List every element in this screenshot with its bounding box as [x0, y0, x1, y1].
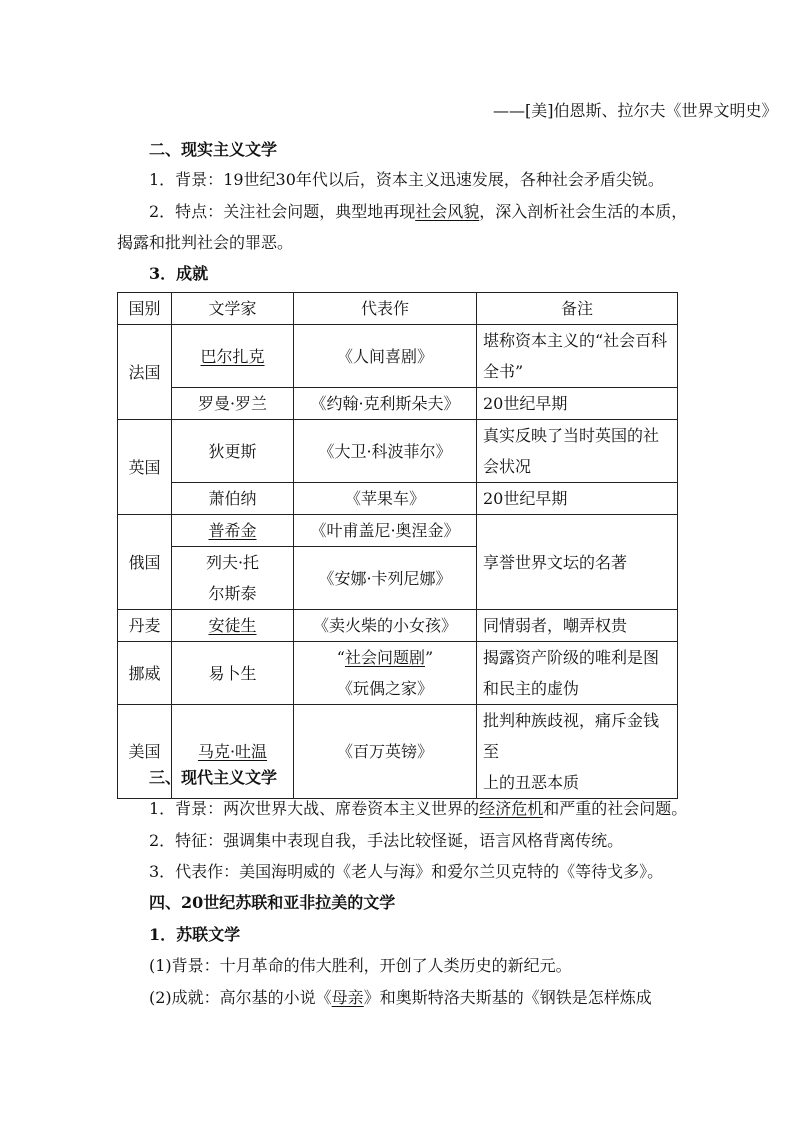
- work-cell: 《叶甫盖尼·奥涅金》: [294, 515, 477, 547]
- table-row: [118, 388, 678, 420]
- writer-name: 马克·吐温: [197, 742, 268, 761]
- work-cell: 《人间喜剧》: [294, 325, 477, 388]
- table-row: [118, 610, 678, 642]
- country-cell: 英国: [118, 420, 172, 515]
- note-line: 批判种族歧视，痛斥金钱至: [483, 711, 660, 761]
- note-line: 上的丑恶本质: [483, 773, 580, 792]
- note-line: 会状况: [483, 457, 532, 476]
- work-cell: 《大卫·科波菲尔》: [294, 420, 477, 483]
- achievements-heading: 3．成就: [149, 264, 209, 283]
- writer-cell: 罗曼·罗兰: [172, 388, 294, 420]
- note-cell: [477, 420, 678, 483]
- soviet-background: (1)背景：十月革命的伟大胜利，开创了人类历史的新纪元。: [149, 956, 572, 975]
- section3-heading: 三、现代主义文学: [149, 768, 278, 787]
- note-cell: [477, 325, 678, 388]
- header-note: 备注: [477, 293, 678, 325]
- table-row: [118, 642, 678, 705]
- writer-name: 普希金: [208, 521, 257, 540]
- work-cell: 《约翰·克利斯朵夫》: [294, 388, 477, 420]
- table-row: [118, 325, 678, 388]
- writer-cell: 易卜生: [172, 642, 294, 705]
- writer-cell: [172, 610, 294, 642]
- section3-features: 2．特征：强调集中表现自我，手法比较怪诞，语言风格背离传统。: [149, 831, 624, 850]
- soviet-heading: 1．苏联文学: [149, 925, 241, 944]
- table-row: [118, 483, 678, 515]
- section2-background: [149, 170, 664, 190]
- bg-text: 19世纪30年代以后，资本主义迅速发展，各种社会矛盾尖锐。: [223, 170, 664, 189]
- country-cell: 挪威: [118, 642, 172, 705]
- note-cell: [477, 705, 678, 799]
- ach-b: 》和奥斯特洛夫斯基的《钢铁是怎样炼成: [363, 988, 652, 1007]
- header-writer: 文学家: [172, 293, 294, 325]
- work-cell: 《苹果车》: [294, 483, 477, 515]
- open-quote: “: [336, 648, 345, 667]
- feat-a: 关注社会问题，典型地再现: [223, 202, 416, 221]
- writer-name: 巴尔扎克: [200, 346, 265, 366]
- note-cell: 20世纪早期: [477, 483, 678, 515]
- writer-cell: [172, 515, 294, 547]
- feat-b: ，深入剖析社会生活的本质，: [479, 202, 688, 221]
- section3-background: [149, 799, 687, 819]
- note-cell: 享誉世界文坛的名著: [477, 515, 678, 610]
- work-line: 《玩偶之家》: [336, 679, 433, 698]
- section3-works: 3．代表作：美国海明威的《老人与海》和爱尔兰贝克特的《等待戈多》。: [149, 862, 664, 881]
- work-cell: 《百万英镑》: [294, 705, 477, 799]
- note-line: 揭露资产阶级的唯利是图: [483, 648, 660, 667]
- country-cell: 美国: [118, 705, 172, 799]
- section2-features-line2: 揭露和批判社会的罪恶。: [117, 233, 294, 252]
- writer-line: 列夫·托: [205, 553, 260, 572]
- soviet-achievements: [149, 988, 652, 1008]
- writer-cell: [172, 547, 294, 610]
- work-cell: [294, 642, 477, 705]
- section2-features: [149, 202, 687, 222]
- achievements-table: [117, 292, 678, 799]
- writer-name: 安徒生: [208, 616, 257, 635]
- note-line: 全书”: [483, 362, 524, 381]
- work-cell: 《安娜·卡列尼娜》: [294, 547, 477, 610]
- section4-heading: 四、20世纪苏联和亚非拉美的文学: [149, 893, 396, 912]
- table-header-row: [118, 293, 678, 325]
- note-line: 和民主的虚伪: [483, 679, 580, 698]
- country-cell: 法国: [118, 325, 172, 420]
- bg-b: 和严重的社会问题。: [543, 799, 688, 818]
- work-underlined: 社会问题剧: [344, 648, 425, 667]
- writer-cell: [172, 325, 294, 388]
- ach-underlined: 母亲: [331, 988, 364, 1007]
- note-cell: 同情弱者，嘲弄权贵: [477, 610, 678, 642]
- feat-underlined: 社会风貌: [415, 202, 480, 221]
- work-line: [300, 642, 470, 673]
- writer-cell: 萧伯纳: [172, 483, 294, 515]
- note-cell: 20世纪早期: [477, 388, 678, 420]
- note-cell: [477, 642, 678, 705]
- note-line: 堪称资本主义的“社会百科: [483, 331, 668, 350]
- country-cell: 丹麦: [118, 610, 172, 642]
- section2-heading: 二、现实主义文学: [149, 140, 278, 159]
- bg-underlined: 经济危机: [479, 799, 544, 818]
- ach-a: (2)成就：高尔基的小说《: [149, 988, 332, 1007]
- note-line: 真实反映了当时英国的社: [483, 426, 660, 445]
- close-quote: ”: [425, 648, 434, 667]
- feat-prefix: 2．特点：: [149, 202, 224, 221]
- table-row: [118, 515, 678, 547]
- country-cell: 俄国: [118, 515, 172, 610]
- quote-source: ——[美]伯恩斯、拉尔夫《世界文明史》: [493, 101, 778, 120]
- table-row: [118, 420, 678, 483]
- work-cell: 《卖火柴的小女孩》: [294, 610, 477, 642]
- header-work: 代表作: [294, 293, 477, 325]
- writer-cell: 狄更斯: [172, 420, 294, 483]
- header-country: 国别: [118, 293, 172, 325]
- bg-prefix: 1．背景：: [149, 170, 224, 189]
- bg-a: 1．背景：两次世界大战、席卷资本主义世界的: [149, 799, 480, 818]
- writer-line: 尔斯泰: [208, 584, 257, 603]
